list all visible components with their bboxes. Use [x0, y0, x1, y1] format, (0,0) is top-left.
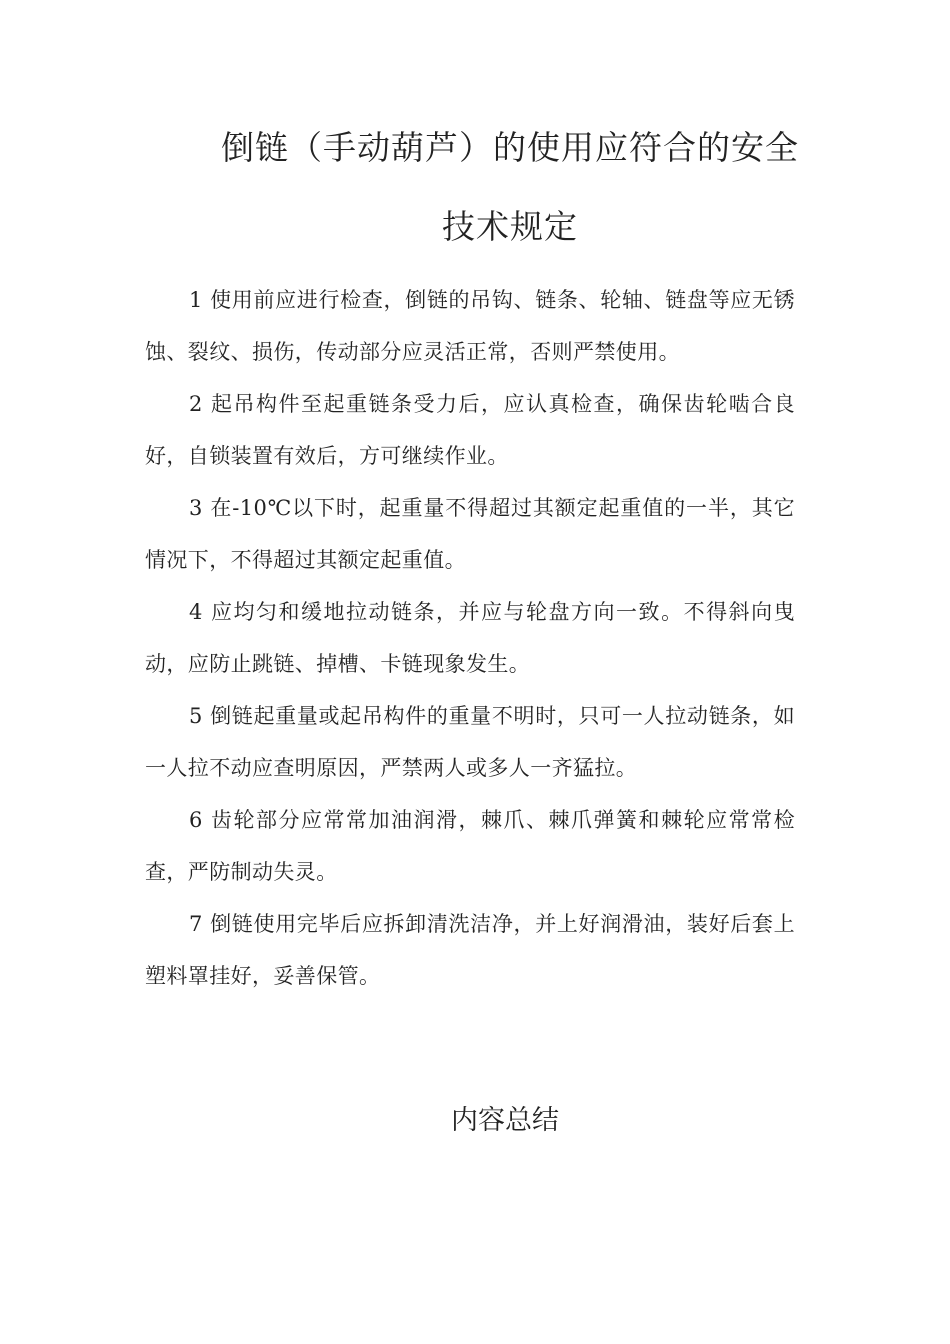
paragraph-2: 2 起吊构件至起重链条受力后，应认真检查，确保齿轮啮合良好，自锁装置有效后，方可继续作业。 — [145, 392, 795, 468]
summary-heading: 内容总结 — [451, 1105, 559, 1136]
document-body — [145, 274, 795, 1002]
paragraph-1: 1 使用前应进行检查，倒链的吊钩、链条、轮轴、链盘等应无锈蚀、裂纹、损伤，传动部分应灵活正常，否则严禁使用。 — [145, 288, 795, 364]
paragraph-4: 4 应均匀和缓地拉动链条，并应与轮盘方向一致。不得斜向曳动，应防止跳链、掉槽、卡链现象发生。 — [145, 600, 795, 676]
document-title-line-1: 倒链（手动葫芦）的使用应符合的安全 — [221, 128, 799, 167]
paragraph-6: 6 齿轮部分应常常加油润滑，棘爪、棘爪弹簧和棘轮应常常检查，严防制动失灵。 — [145, 808, 795, 884]
paragraph-5: 5 倒链起重量或起吊构件的重量不明时，只可一人拉动链条，如一人拉不动应查明原因，严禁两人或多人一齐猛拉。 — [145, 704, 795, 780]
document-title-line-2: 技术规定 — [442, 207, 578, 246]
paragraph-7: 7 倒链使用完毕后应拆卸清洗洁净，并上好润滑油，装好后套上塑料罩挂好，妥善保管。 — [145, 912, 795, 988]
paragraph-3: 3 在-10℃以下时，起重量不得超过其额定起重值的一半，其它情况下，不得超过其额定起重值。 — [145, 496, 795, 572]
